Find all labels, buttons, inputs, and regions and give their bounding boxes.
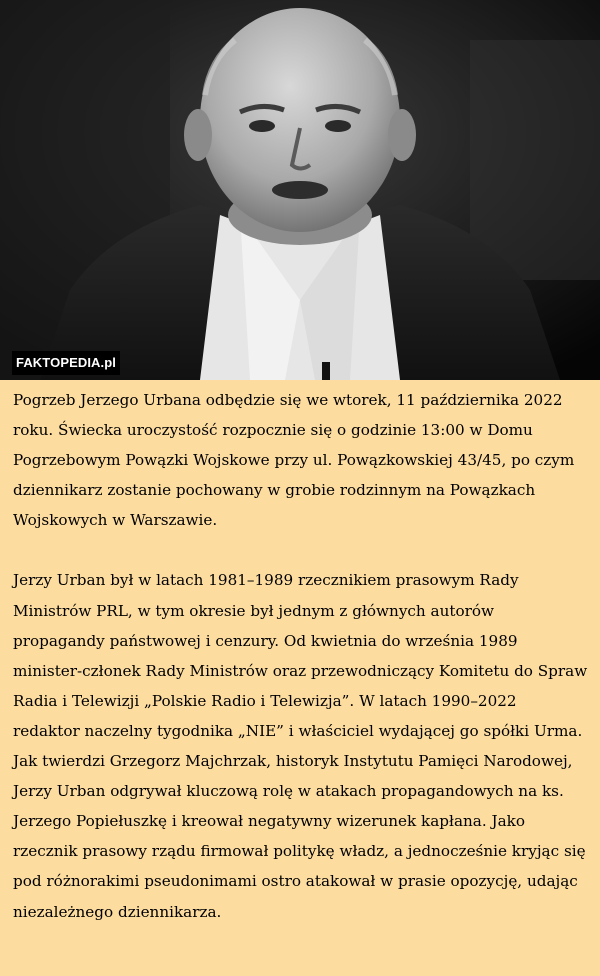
article-text	[0, 380, 600, 927]
watermark-logo: FAKTOPEDIA.pl	[12, 351, 120, 375]
article-paragraph-biography: Jerzy Urban był w latach 1981–1989 rzecznikiem prasowym Rady Ministrów PRL, w tym okresie był jednym z głównych autorów propagandy państwowej i cenzury. Od kwietnia do września 1989 minister-członek Rady Ministrów oraz przewodniczący Komitetu do Spraw Radia i Telewizji „Polskie Radio i Telewizja”. W latach 1990–2022 redaktor naczelny tygodnika „NIE” i właściciel wydającej go spółki Urma. Jak twierdzi Grzegorz Majchrzak, historyk Instytutu Pamięci Narodowej, Jerzy Urban odgrywał kluczową rolę w atakach propagandowych na ks. Jerzego Popiełuszkę i kreował negatywny wizerunek kapłana. Jako rzecznik prasowy rządu firmował politykę władz, a jednocześnie kryjąc się pod różnorakimi pseudonimami ostro atakował w prasie opozycję, udając niezależnego dziennikarza.	[13, 571, 588, 921]
article-photo	[0, 0, 600, 380]
paragraph-spacer	[13, 535, 588, 565]
portrait-image	[0, 0, 600, 380]
article-paragraph-funeral: Pogrzeb Jerzego Urbana odbędzie się we wtorek, 11 października 2022 roku. Świecka uroczystość rozpocznie się o godzinie 13:00 w Domu Pogrzebowym Powązki Wojskowe przy ul. Powązkowskiej 43/45, po czym dziennikarz zostanie pochowany w grobie rodzinnym na Powązkach Wojskowych w Warszawie.	[13, 391, 575, 530]
